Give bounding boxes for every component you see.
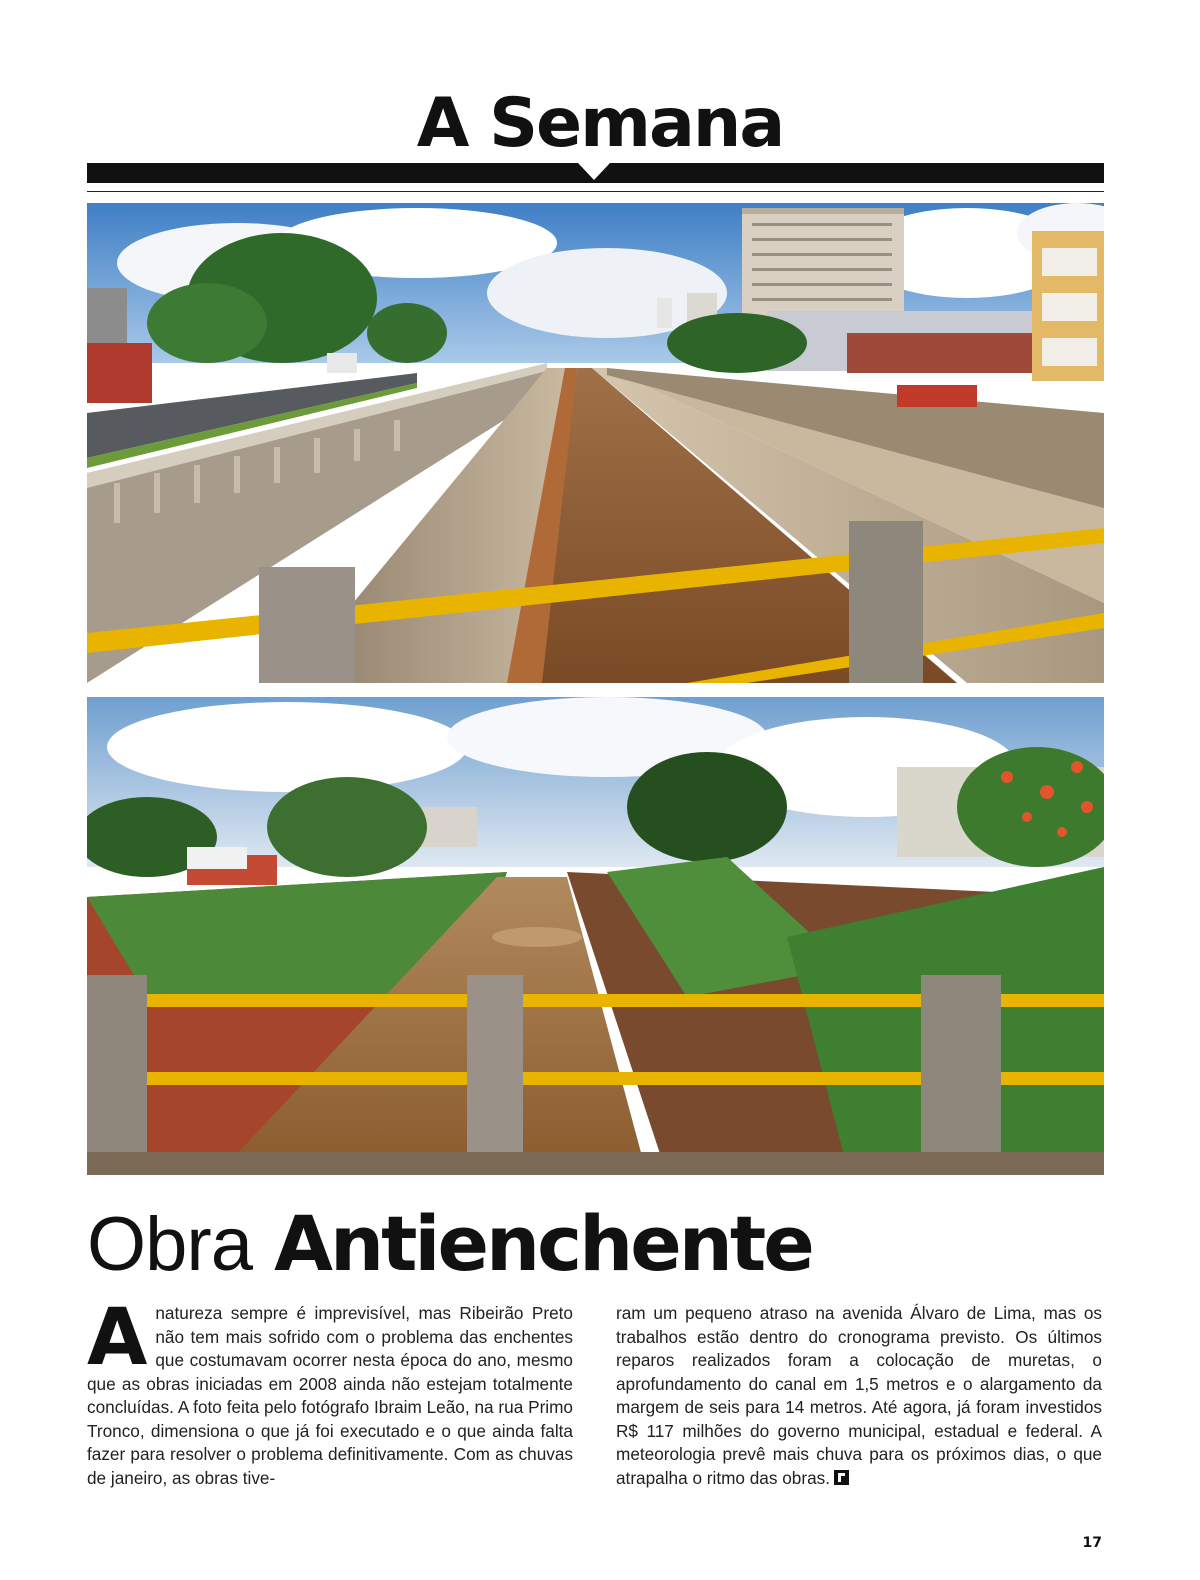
section-thin-rule (87, 191, 1104, 192)
headline-light: Obra (87, 1202, 252, 1287)
section-title: A Semana (416, 84, 784, 163)
section-rule-notch (578, 163, 610, 180)
natural-stream-illustration (87, 697, 1104, 1175)
article-column-2 (616, 1302, 1102, 1490)
article-column-1 (87, 1293, 573, 1490)
drop-cap: A (87, 1293, 148, 1383)
headline-bold: Antienchente (274, 1199, 812, 1288)
natural-stream-photo (87, 697, 1104, 1175)
column-1-text: natureza sempre é imprevisível, mas Ribeirão Preto não tem mais sofrido com o problema das enchentes que costumavam ocorrer nesta época do ano, mesmo que as obras iniciadas em 2008 ainda não estejam totalmente concluídas. A foto feita pelo fotógrafo Ibraim Leão, na rua Primo Tronco, dimensiona o que já foi executado e o que ainda falta fazer para resolver o problema definitivamente. Com as chuvas de janeiro, as obras tive- (87, 1303, 573, 1488)
concrete-canal-illustration (87, 203, 1104, 683)
column-2-text: ram um pequeno atraso na avenida Álvaro de Lima, mas os trabalhos estão dentro do cronograma previsto. Os últimos reparos realizados foram a colocação de muretas, o aprofundamento do canal em 1,5 metros e o alargamento da margem de seis para 14 metros. Até agora, já foram investidos R$ 117 milhões do governo municipal, estadual e federal. A meteorologia prevê mais chuva para os próximos dias, o que atrapalha o ritmo das obras. (616, 1303, 1102, 1488)
concrete-canal-photo (87, 203, 1104, 683)
page-number: 17 (1082, 1535, 1102, 1551)
end-of-article-icon (834, 1470, 849, 1485)
article-headline (87, 1198, 812, 1291)
